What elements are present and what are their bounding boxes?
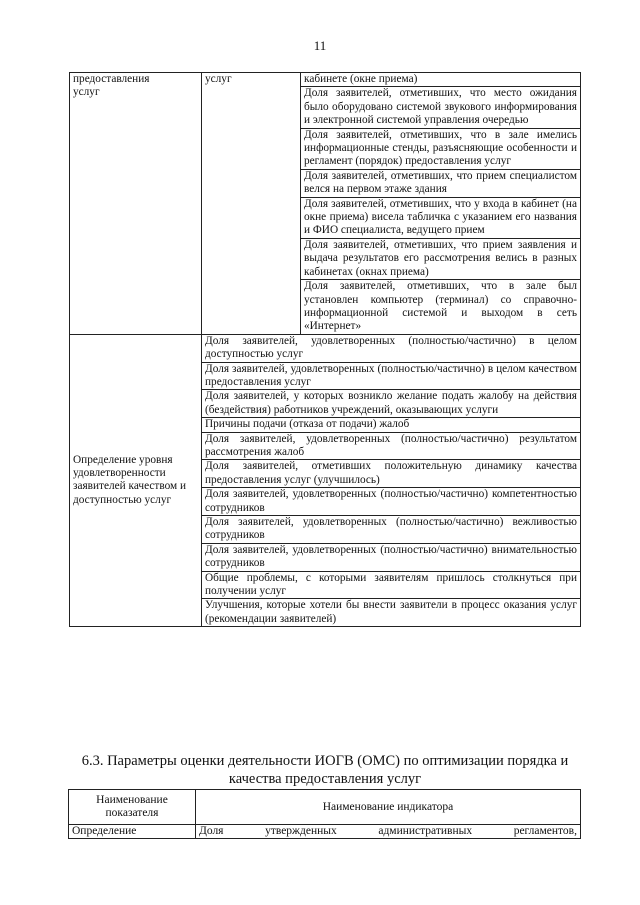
- indicator-cell: Общие проблемы, с которыми заявителям пришлось столкнуться при получении услуг: [202, 571, 581, 599]
- column-header: Наименование показателя: [69, 790, 196, 825]
- indicator-cell: Доля заявителей, удовлетворенных (полностью/частично) в целом доступностью услуг: [202, 334, 581, 362]
- indicator-cell: Доля заявителей, отметивших, что место ожидания было оборудовано системой звукового информирования и электронной системой управления очередью: [301, 87, 581, 128]
- indicator-cell: кабинете (окне приема): [301, 73, 581, 87]
- indicator-cell: Доля заявителей, удовлетворенных (полностью/частично) вежливостью сотрудников: [202, 516, 581, 544]
- indicator-cell: Причины подачи (отказа от подачи) жалоб: [202, 418, 581, 432]
- indicator-cell: Доля заявителей, отметивших, что в зале был установлен компьютер (терминал) со справочно-информационной системой и выходом в сеть «Интернет»: [301, 280, 581, 335]
- section-heading: 6.3. Параметры оценки деятельности ИОГВ (ОМС) по оптимизации порядка и качества предоставления услуг: [81, 753, 569, 787]
- page-number: 11: [313, 38, 327, 53]
- parameter-cell: Определение: [69, 825, 196, 839]
- group-subname-cell: услуг: [202, 73, 301, 335]
- indicator-cell: Доля заявителей, у которых возникло желание подать жалобу на действия (бездействия) работников учреждений, оказывающих услуги: [202, 390, 581, 418]
- indicator-cell: Доля заявителей, отметивших положительную динамику качества предоставления услуг (улучшилось): [202, 460, 581, 488]
- indicator-cell: Доля утвержденных административных регламентов,: [196, 825, 581, 839]
- parameters-table: [68, 789, 581, 839]
- indicator-cell: Доля заявителей, отметивших, что прием специалистом велся на первом этаже здания: [301, 169, 581, 197]
- indicator-cell: Доля заявителей, отметивших, что прием заявления и выдача результатов его рассмотрения велись в разных кабинетах (окнах приема): [301, 238, 581, 279]
- column-header: Наименование индикатора: [196, 790, 581, 825]
- indicators-table: [69, 72, 581, 627]
- group-name-cell: предоставления услуг: [70, 73, 202, 335]
- indicator-cell: Доля заявителей, отметивших, что у входа в кабинет (на окне приема) висела табличка с указанием его названия и ФИО специалиста, ведущего прием: [301, 197, 581, 238]
- indicator-cell: Доля заявителей, отметивших, что в зале имелись информационные стенды, разъясняющие особенности и регламент (порядок) предоставления услуг: [301, 128, 581, 169]
- indicator-cell: Доля заявителей, удовлетворенных (полностью/частично) компетентностью сотрудников: [202, 488, 581, 516]
- indicator-cell: Улучшения, которые хотели бы внести заявители в процесс оказания услуг (рекомендации заявителей): [202, 599, 581, 627]
- indicator-cell: Доля заявителей, удовлетворенных (полностью/частично) внимательностью сотрудников: [202, 543, 581, 571]
- indicator-cell: Доля заявителей, удовлетворенных (полностью/частично) результатом рассмотрения жалоб: [202, 432, 581, 460]
- indicator-cell: Доля заявителей, удовлетворенных (полностью/частично) в целом качеством предоставления услуг: [202, 362, 581, 390]
- satisfaction-group-cell: Определение уровня удовлетворенности заявителей качеством и доступностью услуг: [70, 334, 202, 627]
